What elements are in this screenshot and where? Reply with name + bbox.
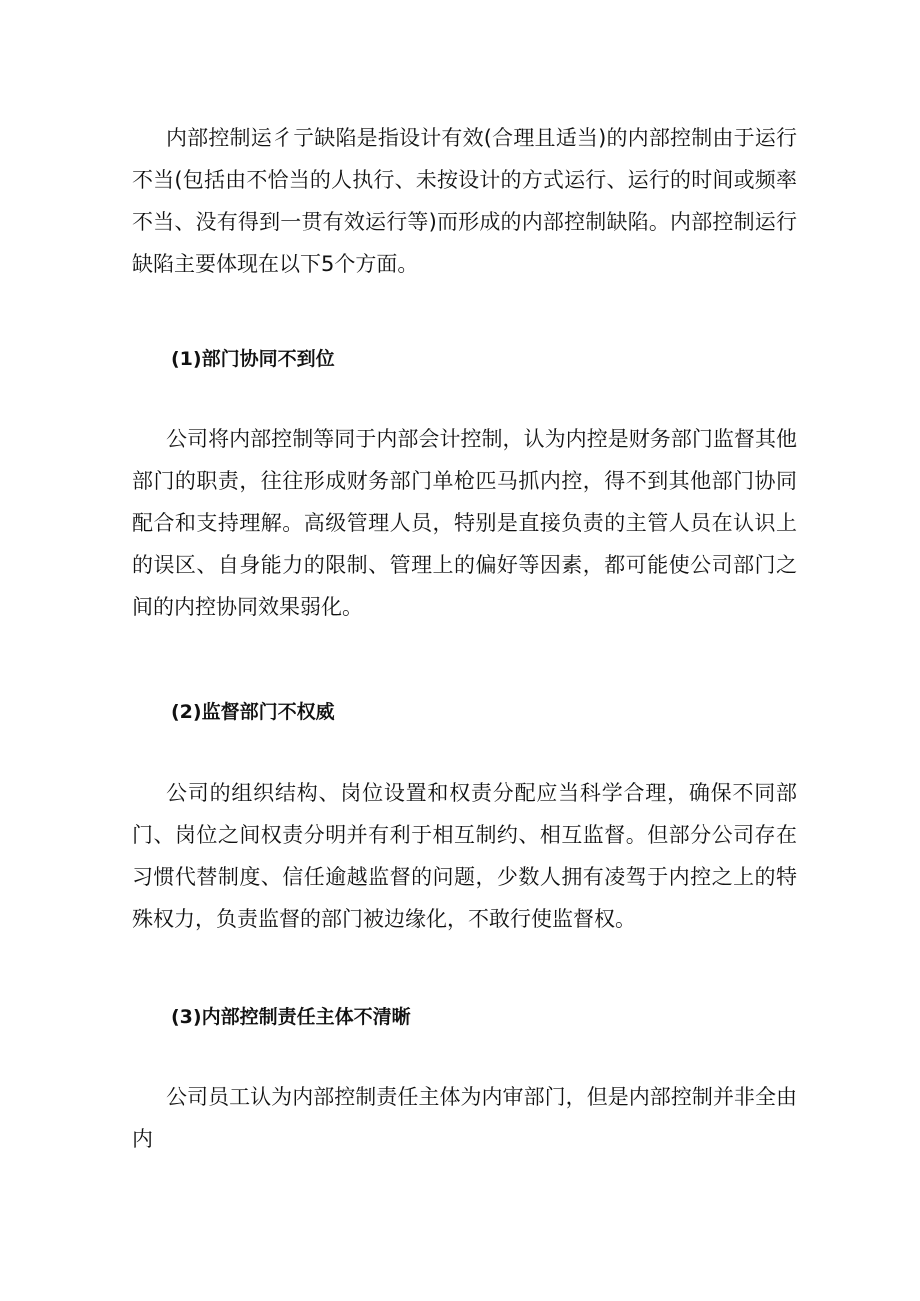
section-1-heading: (1)部门协同不到位	[171, 348, 335, 370]
section-1-paragraph: 公司将内部控制等同于内部会计控制，认为内控是财务部门监督其他部门的职责，往往形成财务部门单枪匹马抓内控，得不到其他部门协同配合和支持理解。高级管理人员，特别是直接负责的主管人员在认识上的误区、自身能力的限制、管理上的偏好等因素，都可能使公司部门之间的内控协同效果弱化。	[132, 427, 797, 619]
intro-paragraph: 内部控制运彳亍缺陷是指设计有效(合理且适当)的内部控制由于运行不当(包括由不恰当的人执行、未按设计的方式运行、运行的时间或频率不当、没有得到一贯有效运行等)而形成的内部控制缺陷。内部控制运行缺陷主要体现在以下5个方面。	[132, 126, 797, 276]
section-3-heading: (3)内部控制责任主体不清晰	[171, 1006, 411, 1028]
section-3-paragraph: 公司员工认为内部控制责任主体为内审部门，但是内部控制并非全由内	[132, 1085, 797, 1151]
section-2-paragraph: 公司的组织结构、岗位设置和权责分配应当科学合理，确保不同部门、岗位之间权责分明并有利于相互制约、相互监督。但部分公司存在习惯代替制度、信任逾越监督的问题，少数人拥有凌驾于内控之上的特殊权力，负责监督的部门被边缘化，不敢行使监督权。	[132, 781, 797, 931]
section-2-heading: (2)监督部门不权威	[171, 701, 335, 723]
